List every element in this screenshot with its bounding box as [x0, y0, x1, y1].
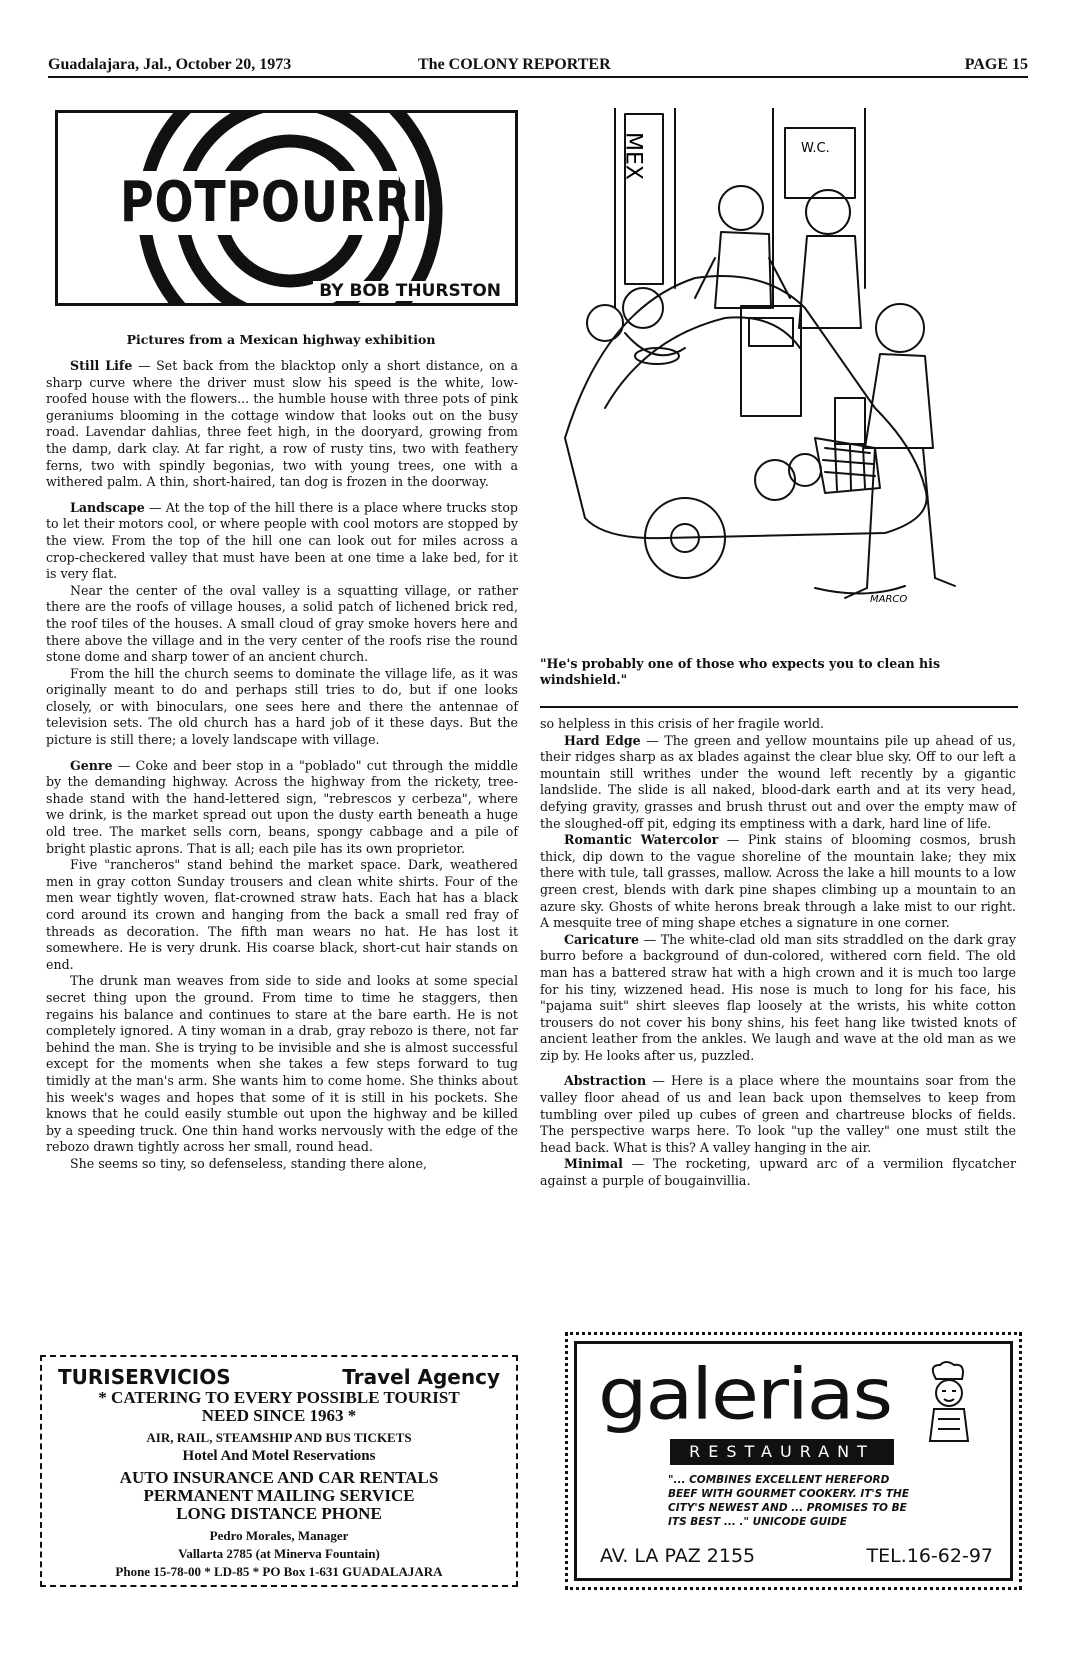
paragraph: [540, 1073, 1016, 1156]
section-head: Genre: [70, 757, 113, 773]
paragraph: The drunk man weaves from side to side and looks at some special secret thing upon the ground. From time to time he staggers, then regains his balance and continues to stare at the bare earth. He is not completely ignored. A tiny woman in a drab, gray rebozo is there, not far behind the man. She is trying to be invisible and she is almost successful except for the moments when she takes a few steps forward to tug timidly at the man's arm. She wants him to come home. She thinks about his week's wages and hopes that some of it is still in his pockets. She knows that he could easily stumble out upon the highway and be killed by a speeding truck. One thin hand works nervously with the edge of the rebozo drawn tightly across her small, round head.: [46, 973, 518, 1155]
paragraph: Five "rancheros" stand behind the market space. Dark, weathered men in gray cotton Sunday trousers and clean white shirts. Four of the men wear tightly woven, flat-crowned straw hats. Each hat has a black cord around its crown and hanging from the back a small red fray of threads as decoration. The fifth man wears no hat. He has lost it somewhere. He is very drunk. His coarse black, short-cut hair stands on end.: [46, 857, 518, 972]
paragraph: She seems so tiny, so defenseless, standing there alone,: [70, 1155, 427, 1171]
masthead: [48, 52, 1028, 78]
mex-sign-text: MEX: [620, 132, 646, 180]
galerias-address: AV. LA PAZ 2155: [600, 1545, 756, 1567]
paragraph-text: — Pink stains of blooming cosmos, brush thick, dip down to the vague shoreline of the mountain lake; they mix there with tule, tall grasses, mallow. Across the lake a hill mounts to a low green crest, blends with dark pine shapes climbing up a mountain to an azure sky. Ghosts of white herons break through a lake mist to our right. A mesquite tree of ming shape etches a signature in one corner.: [540, 832, 1016, 931]
ad-line: AUTO INSURANCE AND CAR RENTALS: [119, 1468, 439, 1487]
column-header: [55, 110, 518, 306]
chef-icon: [918, 1359, 982, 1449]
paragraph: [540, 832, 1016, 932]
newspaper-name: The COLONY REPORTER: [418, 56, 611, 73]
paragraph: so helpless in this crisis of her fragile world.: [540, 716, 825, 731]
ad-line: Vallarta 2785 (at Minerva Fountain): [178, 1546, 380, 1561]
article-right-column: [540, 716, 1016, 1190]
turiservicios-ad: [40, 1355, 518, 1587]
paragraph: [540, 733, 1016, 833]
cartoonist-signature: MARCO: [870, 594, 908, 605]
section-head: Minimal: [564, 1156, 623, 1172]
paragraph-text: — Coke and beer stop in a "poblado" cut through the middle by the demanding highway. Across the highway from the rickety, tree-shade stand with the hand-lettered sign, "rebrescos y cerbeza", where we drink, is the market spread out upon the dusty earth beneath a huge old tree. The market sells corn, beans, spongy cabbage and a pile of bright plastic aprons. That is all; each pile has its own proprietor.: [46, 757, 518, 856]
article-left-column: [46, 358, 518, 1173]
divider: [540, 706, 1018, 708]
paragraph: [46, 758, 518, 858]
ad-line: NEED SINCE 1963 *: [201, 1406, 357, 1425]
wc-sign-text: W.C.: [801, 141, 830, 156]
column-author: BY BOB THURSTON: [313, 281, 507, 301]
page-number: PAGE 15: [964, 56, 1028, 73]
column-title: POTPOURRI: [120, 170, 430, 235]
section-head: Romantic Watercolor: [564, 832, 719, 848]
galerias-logo: galerias: [598, 1354, 892, 1436]
galerias-quote: "... COMBINES EXCELLENT HEREFORD BEEF WITH GOURMET COOKERY. IT'S THE CITY'S NEWEST AND ... PROMISES TO BE ITS BEST ... ." UNICODE GUIDE: [668, 1474, 909, 1528]
ad-business-type: Travel Agency: [342, 1365, 500, 1389]
galerias-ad: [565, 1332, 1022, 1590]
ad-line: Hotel And Motel Reservations: [182, 1448, 376, 1464]
paragraph: From the hill the church seems to dominate the village life, as it was originally meant to do and perhaps still tries to do, but if one looks closely, or with binoculars, one sees here and there the antennae of television sets. The old church has a hard job of it these days. But the picture is still there; a lovely landscape with village.: [46, 665, 518, 748]
cartoon-caption: "He's probably one of those who expects you to clean his windshield.": [540, 656, 941, 687]
section-head: Caricature: [564, 931, 640, 947]
paragraph-text: — Set back from the blacktop only a short distance, on a sharp curve where the driver must slow his speed is the white, low-roofed house with the flowers... the humble house with three pots of pink geraniums blooming in the cottage window that looks out on the busy road. Lavendar dahlias, three feet high, in the dooryard, growing from the damp, dark clay. At far right, a row of rusty tins, two with feathery ferns, two with spindly begonias, two with young trees, one with a withered palm. A thin, short-haired, tan dog is frozen in the doorway.: [46, 358, 518, 490]
paragraph: [540, 932, 1016, 1065]
paragraph: Near the center of the oval valley is a squatting village, or rather there are the roofs of village houses, a solid patch of lichened brick red, the roof tiles of the houses. A small cloud of gray smoke hovers here and there above the village and in the very center of the roofs rise the round stone dome and sharp tower of an ancient church.: [46, 582, 518, 665]
galerias-phone: TEL.16-62-97: [866, 1545, 993, 1567]
paragraph-text: — Here is a place where the mountains soar from the valley floor ahead of us and lean back upon themselves to keep from tumbling over piled up cubes of green and chartreuse blocks of fields. The perspective warps here. To look "up the valley" one must stilt the head back. What is this? A valley hanging in the air.: [540, 1073, 1016, 1155]
ad-header: [56, 1365, 502, 1389]
ad-line: PERMANENT MAILING SERVICE: [143, 1486, 415, 1505]
galerias-subtitle: RESTAURANT: [670, 1439, 894, 1465]
ad-business-name: TURISERVICIOS: [58, 1365, 231, 1389]
ad-line: Phone 15-78-00 * LD-85 * PO Box 1-631 GUADALAJARA: [115, 1564, 443, 1579]
ad-line: AIR, RAIL, STEAMSHIP AND BUS TICKETS: [146, 1430, 412, 1445]
paragraph-text: — The rocketing, upward arc of a vermilion flycatcher against a purple of bougainvillia.: [540, 1156, 1016, 1189]
paragraph-text: — At the top of the hill there is a place where trucks stop to let their motors cool, or where people with cool motors are stopped by the view. From the top of the hill one can look out for miles across a crop-checkered valley that must have been at one time a lake bed, for it is very flat.: [46, 499, 518, 582]
paragraph: [46, 500, 518, 583]
paragraph-text: — The green and yellow mountains pile up ahead of us, their ridges sharp as ax blades against the clear blue sky. Off to our left a mountain still writhes under the wound left recently by a gigantic landslide. The slide is all naked, blood-dark earth and at its very head, defying gravity, grasses and brush thrust out and over the empty maw of the sloughed-off pit, edging its emptiness with a dark, hard line of life.: [540, 732, 1017, 831]
ad-line: Pedro Morales, Manager: [209, 1528, 349, 1543]
cartoon-illustration: [545, 108, 1020, 648]
dateline: Guadalajara, Jal., October 20, 1973: [48, 56, 292, 73]
article-subtitle: Pictures from a Mexican highway exhibition: [126, 332, 436, 347]
ad-line: * CATERING TO EVERY POSSIBLE TOURIST: [98, 1388, 460, 1407]
section-head: Hard Edge: [564, 732, 641, 748]
ad-line: LONG DISTANCE PHONE: [176, 1504, 382, 1523]
paragraph: [540, 1156, 1016, 1189]
paragraph-text: — The white-clad old man sits straddled on the dark gray burro before a background of dun-colored, withered corn field. The old man has a battered straw hat with a high crown and it is much too large for his tiny, wizzened head. His nose is much to long for his face, his "pajama suit" shirt sleeves flap loosely at the wrists, his white cotton trousers do not cover his bony shins, his feet hang like twisted knots of ancient leather from the ankles. We laugh and wave at the old man as we zip by. He looks after us, puzzled.: [540, 931, 1016, 1063]
section-head: Still Life: [70, 358, 133, 373]
section-head: Landscape: [70, 499, 145, 515]
section-head: Abstraction: [564, 1073, 647, 1089]
paragraph: [46, 358, 518, 491]
